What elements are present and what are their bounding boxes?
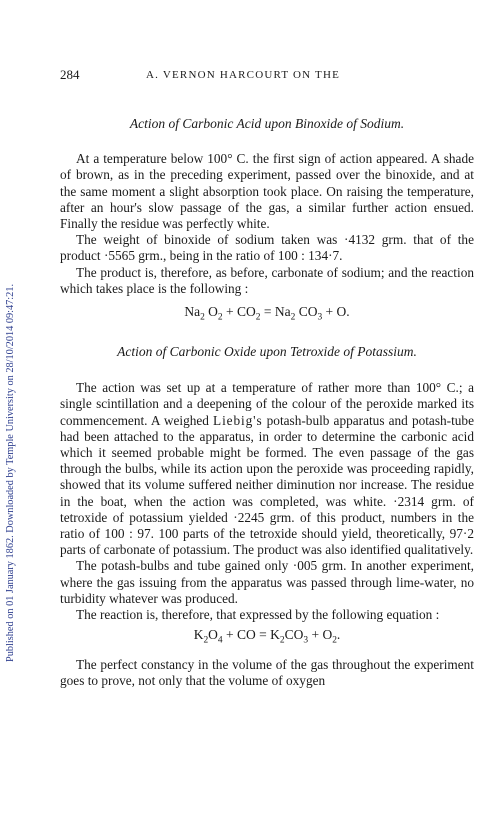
- equation: [60, 304, 474, 326]
- section-heading: Action of Carbonic Oxide upon Tetroxide of Potassium.: [117, 343, 417, 359]
- paragraph: [60, 380, 474, 558]
- paragraph: The product is, therefore, as before, carbonate of sodium; and the reaction which takes place is the following :: [60, 264, 474, 296]
- equation-text: $K_2O_4$ + CO = $K_2CO_3 + O_2$.: [193, 627, 341, 646]
- equation: [60, 627, 474, 649]
- provenance-sidebar: [4, 96, 18, 662]
- paragraph: At a temperature below 100° C. the first sign of action appeared. A shade of brown, as in the preceding experiment, passed over the binoxide, and at the same moment a slight absorption took place. On raising the temperature, after an hour's slow passage of the gas, a similar further action ensued. Finally the residue was perfectly white.: [60, 151, 474, 232]
- paragraph-text: potash-bulb apparatus and potash-tube had been attached to the apparatus, in order to determine the carbonic acid which it seemed probable might be formed. The even passage of the gas through the bulbs, while its action upon the peroxide was proceeding rapidly, showed that its volume suffered neither diminution nor increase. The residue in the boat, when the action was completed, was white. ·2314 grm. of tetroxide of potassium yielded ·2245 grm. of this product, numbers in the ratio of 100 : 97. 100 parts of the tetroxide should yield, theoretically, 97·2 parts of carbonate of potassium. The product was also identified qualitatively.: [60, 412, 474, 558]
- person-name: Liebig's: [213, 412, 263, 428]
- paragraph: The perfect constancy in the volume of the gas throughout the experiment goes to prove, not only that the volume of oxygen: [60, 657, 474, 689]
- running-head: A. VERNON HARCOURT ON THE: [146, 69, 341, 81]
- section-heading: Action of Carbonic Acid upon Binoxide of Sodium.: [129, 116, 405, 131]
- article-body: [60, 116, 474, 689]
- equation-text: $Na_2$ $O_2 + CO_2 = Na_2$ $CO_3 + O$.: [184, 304, 350, 323]
- provenance-text: Published on 01 January 1862. Downloaded by Temple University on 28/10/2014 09:47:21.: [5, 283, 16, 662]
- paragraph: The reaction is, therefore, that expressed by the following equation :: [76, 606, 440, 622]
- page-header: [60, 67, 474, 83]
- paragraph: The weight of binoxide of sodium taken was ·4132 grm. that of the product ·5565 grm., being in the ratio of 100 : 134·7.: [60, 232, 474, 264]
- paragraph: The potash-bulbs and tube gained only ·005 grm. In another experiment, where the gas issuing from the apparatus was passed through lime-water, no turbidity whatever was produced.: [60, 558, 474, 606]
- page-number: 284: [60, 67, 80, 82]
- paragraph-text: The action was set up at a temperature of rather more than 100° C.; a single scintillation and a deepening of the colour of the peroxide marked its commencement. A weighed: [60, 380, 474, 428]
